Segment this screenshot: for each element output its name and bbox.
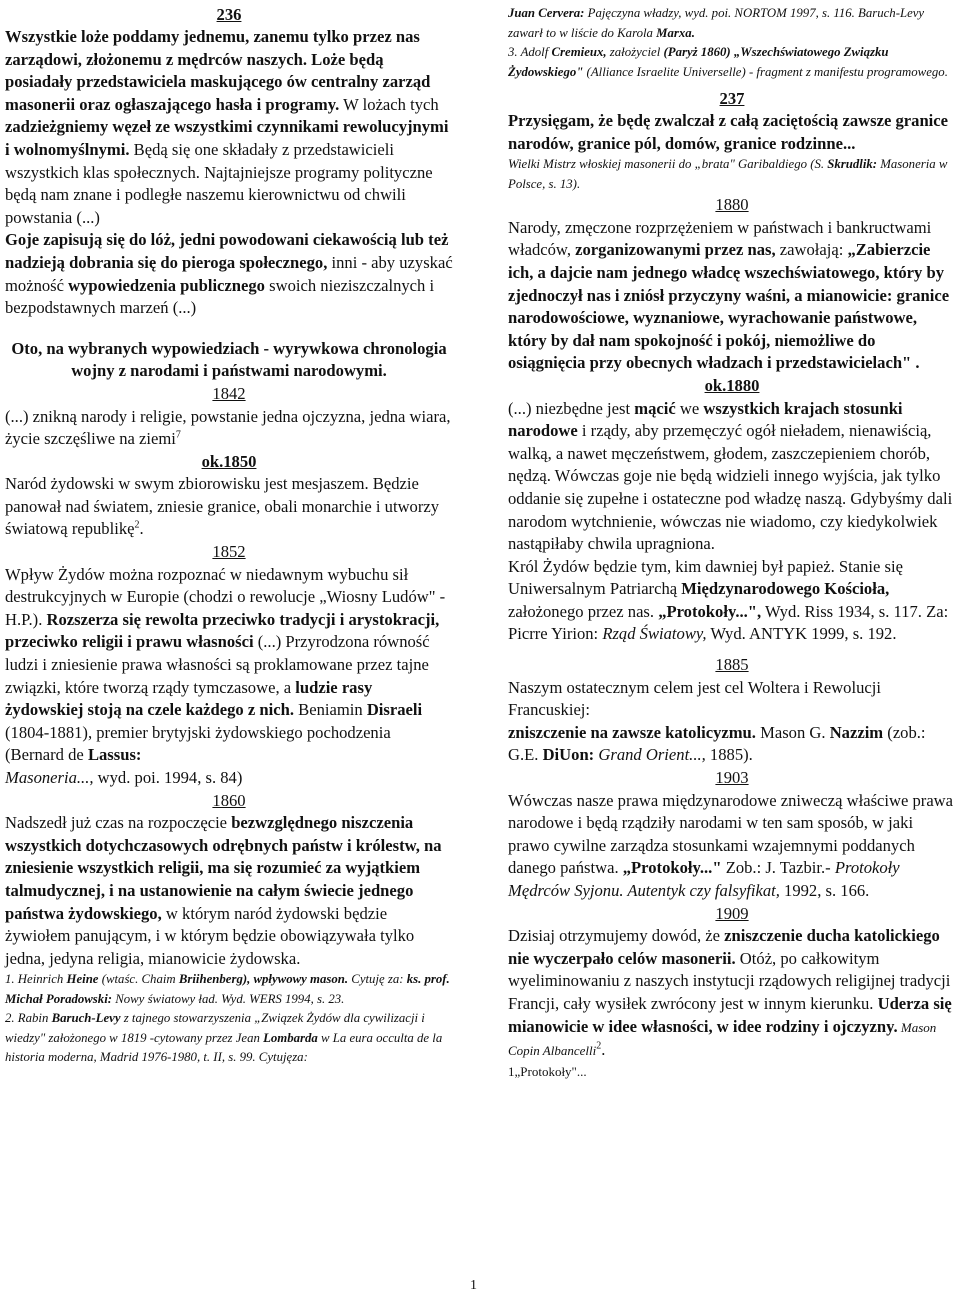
quote-1909	[508, 925, 956, 1063]
quote-text: (1804-1881), premier brytyjski żydowskiego pochodzenia (Bernard de	[5, 722, 391, 765]
quote-text: Disraeli	[366, 700, 423, 720]
fn-text: (Alliance Israelite Universelle) - fragment z manifestu programowego.	[583, 64, 948, 79]
quote-text: Protokoły Mędrców Syjonu. Autentyk czy falsyfikat,	[508, 858, 900, 900]
quote-text: Przysięgam, że będę zwalczał z całą zaciętością zawsze granice narodów, granice pól, domów, granice rodzinne...	[508, 111, 949, 153]
footnote-ref: 7	[175, 429, 181, 441]
quote-text: Masoneria...,	[5, 768, 94, 787]
quote-text: Międzynarodowego Kościoła,	[681, 579, 890, 599]
quote-text: Naszym ostatecznym celem jest cel Woltera i Rewolucji Francuskiej:	[508, 677, 881, 720]
quote-236-paragraph-2	[5, 229, 453, 319]
fn-text: Cytuję za:	[348, 972, 407, 987]
fn-text: z tajnego stowarzyszenia „Związek Żydów dla cywilizacji i wiedzy" założonego w 1819 -cytowany przez Jean	[5, 1011, 425, 1045]
quote-1903	[508, 790, 956, 903]
quote-text: Wpływ Żydów można rozpoznać w niedawnym wybuchu sił destrukcyjnych w Europie (chodzi o rewolucje „Wiosny Ludów" - H.P.).	[5, 564, 446, 629]
quote-text: .	[601, 1040, 606, 1060]
fn-text: Masoneria w Polsce, s. 13).	[508, 157, 948, 191]
quote-text: 1885).	[705, 745, 753, 765]
quote-text: Wyd. ANTYK 1999, s. 192.	[706, 624, 897, 644]
quote-text: „Protokoły...",	[658, 601, 762, 621]
fn-text: Baruch-Levy	[51, 1011, 121, 1026]
quote-text: Zob.: J. Tazbir.-	[721, 858, 835, 878]
fn-text: ks. prof. Michał Poradowski:	[5, 972, 450, 1006]
fn-text: Cremieux,	[551, 45, 607, 59]
quote-text: Mason G.	[755, 722, 830, 742]
quote-text: .	[139, 519, 144, 539]
quote-text: Beniamin	[293, 700, 367, 720]
quote-text: Wyd. Riss 1934, s. 117. Za: Picrre Yirion:	[508, 601, 949, 644]
quote-text: 1992, s. 166.	[779, 881, 870, 900]
quote-text: Król Żydów będzie tym, kim dawniej był papież. Stanie się Uniwersalnym Patriarchą	[508, 556, 903, 599]
quote-text: zorganizowanymi przez nas,	[575, 240, 776, 260]
quote-text: „Zabierzcie ich, a dajcie nam jednego władcę wszechświatowego, który by zjednoczył nas i zniósł przyczyny waśni, a mianowicie: granice narodowościowe, wyznaniowe, wyrachowanie państwowe, który by dał nam spokojność i pokój, niemożliwe do osiągnięcia przy obecnych władzach i przedstawicielach" .	[508, 240, 950, 373]
year-1860: 1860	[212, 790, 246, 810]
fn-text: Pajęczyna władzy, wyd. poi. NORTOM 1997, s. 116. Baruch-Levy zawarł to w liście do Karola	[508, 6, 925, 40]
quote-1842	[5, 406, 453, 451]
year-1909: 1909	[715, 903, 749, 923]
quote-1880	[508, 217, 956, 375]
quote-1885	[508, 677, 956, 767]
fn-text: (wtaśc. Chaim	[98, 972, 179, 987]
quote-text: wypowiedzenia publicznego	[68, 275, 265, 295]
quote-text: wszystkich krajach stosunki narodowe	[508, 398, 903, 441]
quote-text: Lassus:	[87, 745, 142, 765]
footnote-1	[5, 970, 453, 1009]
quote-text: zniszczenie ducha katolickiego nie wyczerpało celów masonerii.	[508, 926, 940, 968]
quote-text: Mason Copin Albancelli	[508, 1019, 937, 1059]
quote-text: i rządy, aby przemęczyć ogół nieładem, nienawiścią, walką, a nawet męczeństwem, głodem, zaszczepieniem chorób, nędzą. Wówczas goje nie będą widzieli innego wyjścia, jak tylko oddanie się zupełne i ostateczne pod władzę naszą. Gdybyśmy dali narodom wytchnienie, wówczas nie wiadomo, czy kiedykolwiek nastąpiłaby chwila upragniona.	[508, 421, 953, 554]
fn-text: Marxa.	[656, 25, 695, 40]
quote-text: mącić	[634, 398, 676, 418]
quote-text: inni - aby uzyskać możność	[5, 252, 453, 295]
fn-text: założyciel	[606, 45, 664, 59]
fn-text: Juan Cervera:	[508, 6, 585, 20]
year-1885: 1885	[715, 655, 749, 675]
quote-text: Nadszedł już czas na rozpoczęcie	[5, 813, 232, 833]
quote-text: Rząd Światowy,	[602, 624, 707, 644]
quote-text: „Protokoły..."	[622, 858, 722, 878]
quote-text: (...) znikną narody i religie, powstanie jedna ojczyzna, jedna wiara, życie szczęśliwe na ziemi	[5, 406, 451, 449]
left-column	[5, 0, 453, 1068]
quote-text: bezwzględnego niszczenia wszystkich dotychczasowych odrębnych państw i królestw, na zniesienie wszystkich religii, ma się rozumieć za wyjątkiem talmudycznej, i na ustanowienie na całym świecie jednego państwa żydowskiego,	[5, 813, 442, 923]
right-column	[508, 0, 956, 1081]
fn-text: Nowy światowy ład. Wyd. WERS 1994, s. 23.	[112, 991, 345, 1006]
quote-text: Rozszerza się rewolta przeciwko tradycji i arystokracji, przeciwko religii i prawu własności	[5, 609, 440, 652]
quote-text: Otóż, po całkowitym wyeliminowaniu z naszych instytucji rządowych religijnej tradycji Francji, cały wysiłek zwrócony jest w innym kierunku.	[508, 948, 951, 1013]
year-1842: 1842	[212, 383, 246, 403]
chronology-intro	[5, 338, 453, 383]
quote-1850	[5, 473, 453, 541]
quote-text: zadzieżgniemy węzeł ze wszystkimi czynnikami rewolucyjnymi i wolnomyślnymi.	[5, 117, 449, 159]
quote-236-paragraph-1	[5, 26, 453, 229]
fn-text: Heine	[66, 972, 99, 987]
year-1903: 1903	[715, 768, 749, 788]
quote-1852	[5, 564, 453, 790]
quote-237	[508, 110, 956, 155]
quote-text: założonego przez nas.	[508, 601, 659, 621]
quote-text: (zob.: G.E.	[508, 722, 926, 765]
quote-text: swoich nieziszczalnych i bezpodstawnych marzeń (...)	[5, 275, 435, 318]
quote-text: W lożach tych	[339, 94, 439, 114]
quote-text: Będą się one składały z przedstawicieli wszystkich klas społecznych. Najtajniejsze programy polityczne będą nam znane i podległe naszemu kierownictwu od chwili powstania (...)	[5, 139, 433, 227]
quote-text: (...) Przyrodzona równość ludzi i zniesienie prawa własności są proklamowane przez tajne związki, które tworzą rządy tymczasowe, a	[5, 632, 430, 697]
quote-text: ludzie rasy żydowskiej stoją na czele każdego z nich.	[5, 677, 373, 720]
quote-text: Wówczas nasze prawa międzynarodowe zniweczą właściwe prawa narodowe i będą rządziły narodami w ten sam sposób, w jaki prawo cywilne zarządza stosunkami wzajemnymi poddanych danego państwa.	[508, 790, 954, 878]
quote-text: we	[675, 398, 704, 418]
footnote-protocols: 1„Protokoły"...	[508, 1063, 587, 1079]
quote-text: Wszystkie loże poddamy jednemu, zanemu tylko przez nas zarządowi, złożonemu z mędrców naszych. Loże będą posiadały przedstawiciela maskującego ów centralny zarząd masonerii oraz ogłaszającego hasła i programy.	[5, 27, 431, 114]
footnote-ref: 2	[134, 519, 140, 531]
intro-text: Oto, na wybranych wypowiedziach - wyrywkowa chronologia wojny z narodami i państwami narodowymi.	[11, 338, 447, 381]
fn-text: (Paryż 1860) „Wszechświatowego Związku Żydowskiego"	[508, 45, 889, 79]
fn-text: 2. Rabin	[5, 1011, 52, 1026]
section-number-237: 237	[719, 89, 745, 108]
quote-text: Nazzim	[829, 722, 884, 742]
year-ok-1880: ok.1880	[704, 375, 760, 395]
footnote-continued	[508, 4, 956, 82]
quote-text: w którym naród żydowski będzie żywiołem panującym, i w którym będzie obowiązywała tylko jedna, jedyna religia, mianowicie żydowska.	[5, 903, 415, 968]
quote-text: (...) niezbędne jest	[508, 398, 635, 418]
fn-text: Skrudlik:	[827, 157, 878, 172]
quote-text: zawołają:	[775, 240, 848, 260]
year-1880: 1880	[715, 195, 749, 215]
year-ok-1850: ok.1850	[201, 451, 257, 471]
quote-text: zniszczenie na zawsze katolicyzmu.	[508, 722, 756, 742]
quote-text: Goje zapisują się do lóż, jedni powodowani ciekawością lub też nadzieją dobrania się do pieroga społecznego,	[5, 230, 449, 272]
page-number: 1	[470, 1278, 477, 1293]
section-number-236: 236	[216, 5, 242, 24]
fn-text: 1. Heinrich	[5, 972, 67, 987]
quote-text: Grand Orient...,	[598, 745, 706, 765]
quote-ok-1880	[508, 398, 956, 647]
year-1852: 1852	[212, 542, 246, 562]
source-237	[508, 155, 956, 194]
quote-text: Uderza się mianowicie w idee własności, w idee rodziny i ojczyzny.	[508, 993, 952, 1036]
footnote-ref: 2	[596, 1040, 602, 1052]
fn-text: Wielki Mistrz włoskiej masonerii do „brata" Garibaldiego (S.	[508, 157, 828, 172]
fn-text: w La eura occulta de la historia moderna, Madrid 1976-1980, t. II, s. 99. Cytujęza:	[5, 1030, 443, 1065]
footnote-2	[5, 1009, 453, 1068]
quote-text: wyd. poi. 1994, s. 84)	[93, 768, 243, 787]
quote-text: Narody, zmęczone rozprzężeniem w państwach i bankructwami władców,	[508, 217, 932, 260]
quote-text: Naród żydowski w swym zbiorowisku jest mesjaszem. Będzie panował nad światem, zniesie granice, obali monarchie i utworzy światową republikę	[5, 474, 440, 539]
fn-text: Briihenberg), wpływowy mason.	[178, 972, 349, 987]
quote-text: DiUon:	[542, 745, 595, 765]
fn-text: Lombarda	[263, 1030, 318, 1045]
fn-text: 3. Adolf	[508, 45, 552, 59]
quote-1860	[5, 812, 453, 970]
quote-text: Dzisiaj otrzymujemy dowód, że	[508, 926, 725, 946]
